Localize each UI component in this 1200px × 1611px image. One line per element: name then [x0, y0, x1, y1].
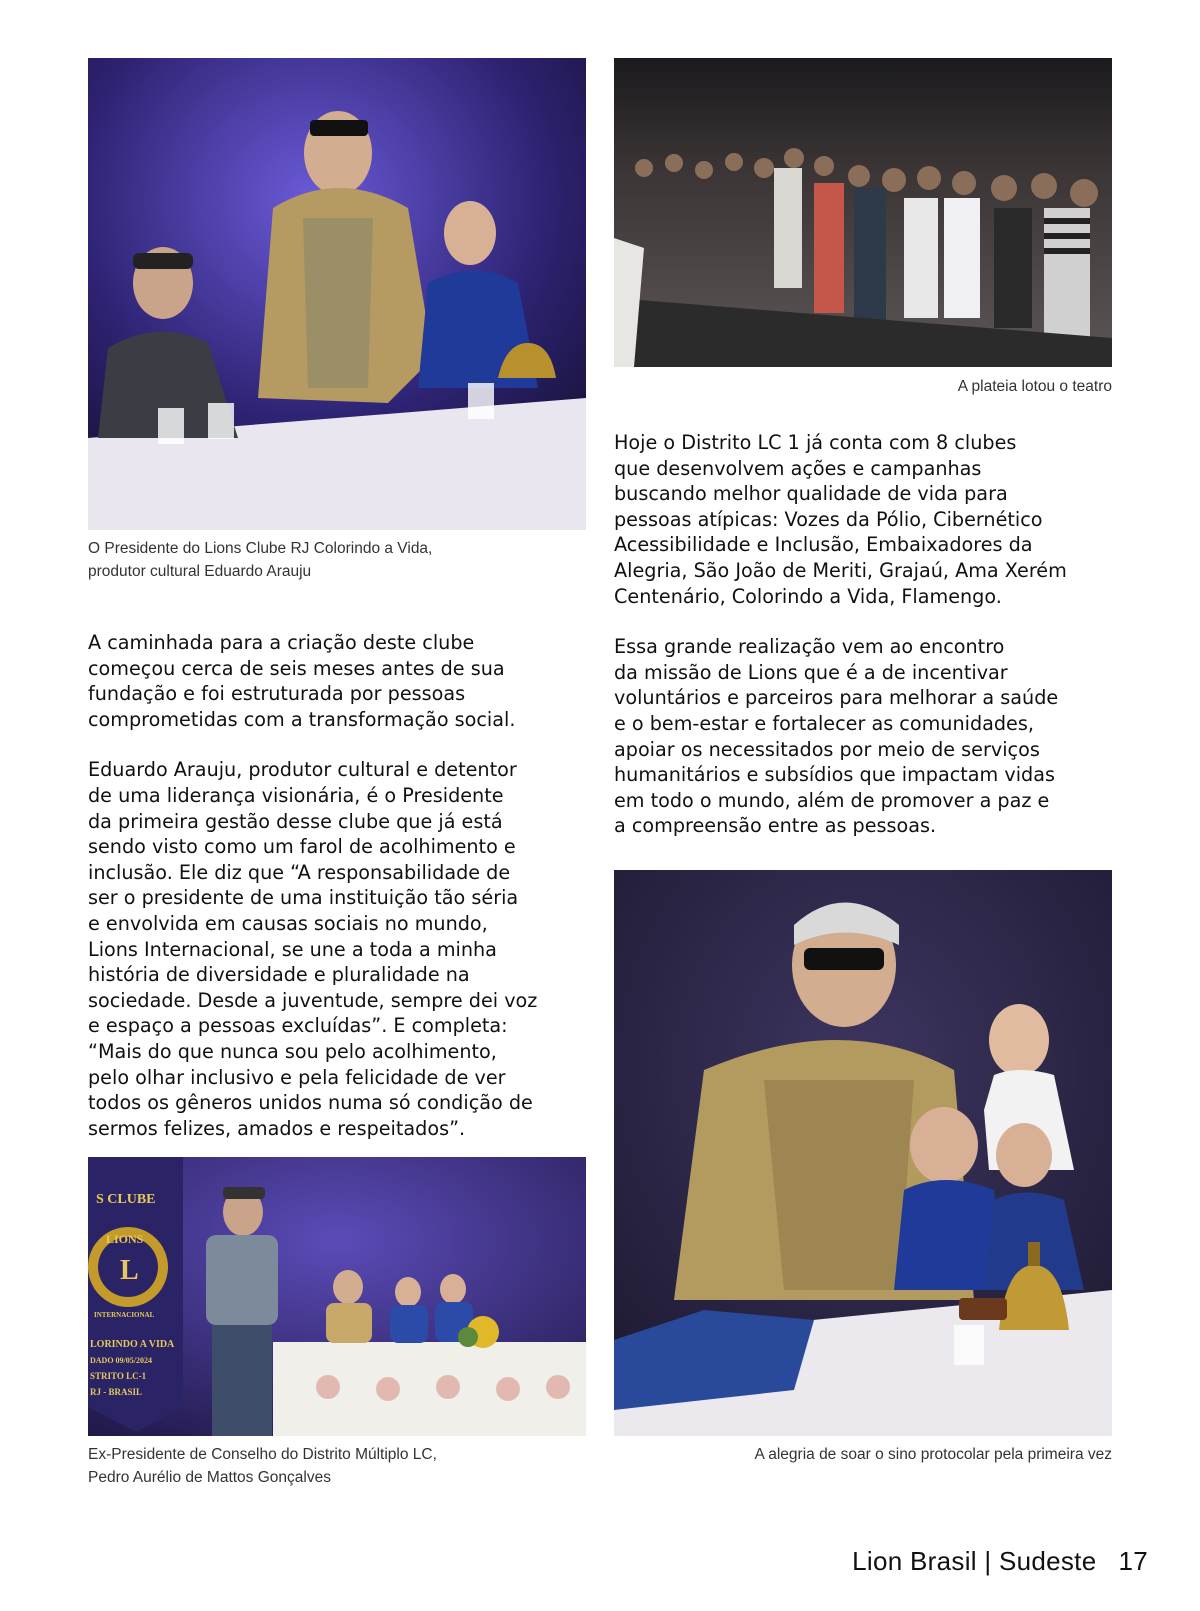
banner-line: INTERNACIONAL	[94, 1311, 155, 1319]
banner-line: RJ - BRASIL	[90, 1387, 143, 1397]
publication-name: Lion Brasil | Sudeste	[852, 1546, 1097, 1576]
banner-line: L	[120, 1255, 139, 1286]
right-column-text	[614, 430, 1134, 864]
page-number: 17	[1118, 1546, 1148, 1576]
paragraph-history: A caminhada para a criação deste clube começou cerca de seis meses antes de sua fundação e foi estruturada por pessoas comprometidas com a transformação social.	[88, 631, 516, 731]
banner-line: STRITO LC-1	[90, 1371, 147, 1381]
page-footer	[852, 1546, 1148, 1577]
left-column-text	[88, 630, 588, 1166]
banner-line: LORINDO A VIDA	[90, 1339, 175, 1350]
paragraph-president-quote: Eduardo Arauju, produtor cultural e detentor de uma liderança visionária, é o Presidente da primeira gestão desse clube que já está sendo visto como um farol de acolhimento e inclusão. Ele diz que “A responsabilidade de ser o presidente de uma instituição tão séria e envolvida em causas sociais no mundo, Lions Internacional, se une a toda a minha história de diversidade e pluralidade na sociedade. Desde a juventude, sempre dei voz e espaço a pessoas excluídas”. E completa: “Mais do que nunca sou pelo acolhimento, pelo olhar inclusivo e pela felicidade de ver todos os gêneros unidos numa só condição de sermos felizes, amados e respeitados”.	[88, 758, 538, 1140]
banner-line: DADO 09/05/2024	[90, 1356, 152, 1365]
photo-caption-audience: A plateia lotou o teatro	[957, 378, 1112, 395]
banner-line: S CLUBE	[96, 1192, 156, 1207]
photo-president-table	[88, 58, 586, 530]
photo-bell-ringing	[614, 870, 1112, 1436]
photo-ex-president	[88, 1157, 586, 1436]
paragraph-mission: Essa grande realização vem ao encontro da missão de Lions que é a de incentivar voluntários e parceiros para melhorar a saúde e o bem-estar e fortalecer as comunidades, apoiar os necessitados por meio de serviços humanitários e subsídios que impactam vidas em todo o mundo, além de promover a paz e a compreensão entre as pessoas.	[614, 635, 1059, 838]
banner-line: LIONS	[106, 1232, 144, 1246]
photo-caption-bell: A alegria de soar o sino protocolar pela primeira vez	[754, 1446, 1112, 1463]
photo-caption-ex-president: Ex-Presidente de Conselho do Distrito Múltiplo LC, Pedro Aurélio de Mattos Gonçalves	[88, 1446, 437, 1486]
photo-caption-president: O Presidente do Lions Clube RJ Colorindo a Vida, produtor cultural Eduardo Arauju	[88, 540, 433, 580]
paragraph-districts: Hoje o Distrito LC 1 já conta com 8 clubes que desenvolvem ações e campanhas buscando melhor qualidade de vida para pessoas atípicas: Vozes da Pólio, Cibernético Acessibilidade e Inclusão, Embaixadores da Alegria, São João de Meriti, Grajaú, Ama Xerém Centenário, Colorindo a Vida, Flamengo.	[614, 431, 1067, 608]
photo-audience	[614, 58, 1112, 367]
